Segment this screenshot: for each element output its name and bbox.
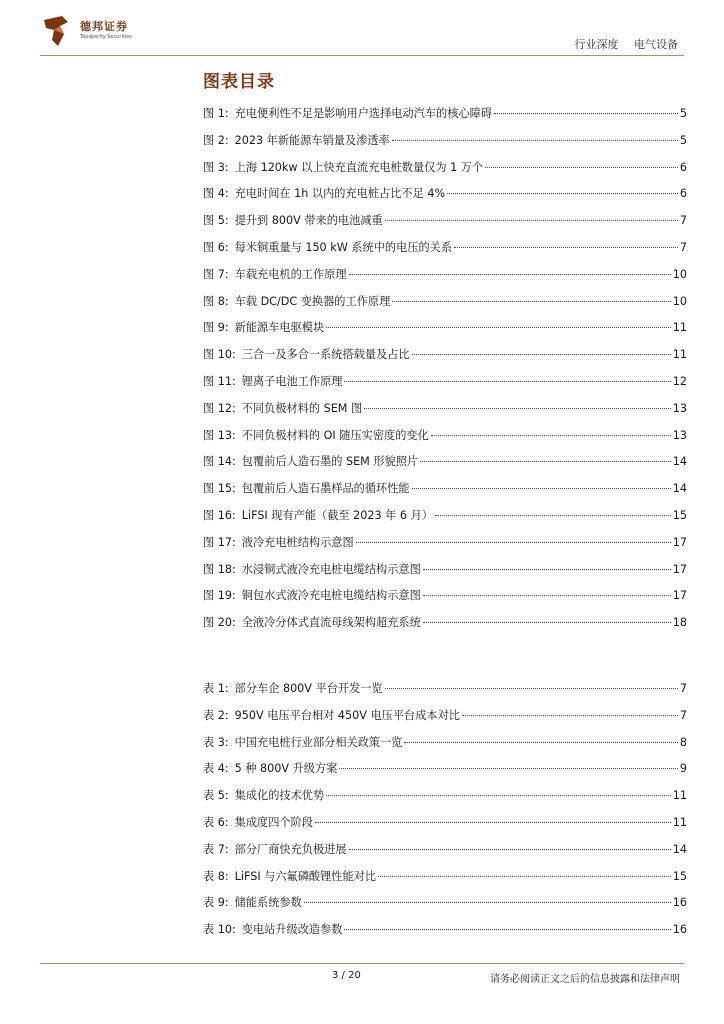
figure-entry-label: 图 17: (203, 535, 236, 549)
figure-entry-page: 5 (679, 107, 687, 120)
table-entry-title: 950V 电压平台相对 450V 电压平台成本对比 (234, 708, 460, 722)
table-entry-leader (326, 795, 671, 796)
figure-entry-title: 每米铜重量与 150 kW 系统中的电压的关系 (234, 240, 453, 254)
table-entry[interactable] (203, 921, 687, 948)
figure-entry-leader (431, 435, 671, 436)
figure-entry-title: 车载 DC/DC 变换器的工作原理 (234, 294, 391, 308)
table-entry-title: 集成化的技术优势 (234, 789, 325, 803)
figure-entry-label: 图 14: (203, 455, 236, 469)
figure-entry-leader (447, 193, 678, 194)
figure-entry-page: 12 (672, 374, 687, 388)
figure-entry-leader (423, 595, 671, 596)
figure-entry-leader (485, 167, 678, 168)
figure-entry-title: 水浸铜式液冷充电桩电缆结构示意图 (241, 562, 421, 576)
table-entry-title: 部分厂商快充负极进展 (234, 842, 347, 856)
figure-entry[interactable] (203, 293, 687, 320)
figure-entry[interactable] (203, 561, 687, 588)
figure-entry[interactable] (203, 105, 687, 132)
table-entry-page: 11 (672, 789, 687, 803)
figure-entry[interactable] (203, 185, 687, 212)
table-entry-title: 部分车企 800V 平台开发一览 (234, 682, 383, 695)
figure-entry-title: 全液冷分体式直流母线架构超充系统 (241, 616, 421, 630)
figure-entry-title: 上海 120kw 以上快充直流充电桩数量仅为 1 万个 (234, 160, 484, 174)
figure-entry[interactable] (203, 266, 687, 293)
figure-entry-label: 图 3: (203, 160, 229, 174)
table-entry-label: 表 7: (203, 842, 229, 856)
figure-entry-page: 18 (672, 616, 687, 630)
table-entry-label: 表 10: (203, 923, 236, 937)
table-entry[interactable] (203, 734, 687, 761)
header-divider (40, 55, 684, 56)
figure-entry-leader (423, 622, 671, 623)
figure-entry-label: 图 16: (203, 508, 236, 522)
figure-entry-leader (423, 569, 671, 570)
table-entry[interactable] (203, 787, 687, 814)
table-entry-title: 变电站升级改造参数 (241, 923, 343, 937)
figure-entry-title: 三合一及多合一系统搭载量及占比 (241, 348, 410, 362)
figure-entry-title: 充电时间在 1h 以内的充电桩占比不足 4% (234, 187, 446, 201)
figure-entry-page: 17 (672, 562, 687, 576)
figure-entry-page: 7 (679, 214, 687, 228)
table-entry-leader (304, 902, 671, 903)
figure-entry-label: 图 12: (203, 401, 236, 415)
table-entry-leader (344, 929, 670, 930)
figure-entry[interactable] (203, 534, 687, 561)
figure-entry-label: 图 19: (203, 589, 236, 603)
figure-entry[interactable] (203, 132, 687, 159)
figure-entry-page: 13 (672, 401, 687, 415)
footer-divider (40, 963, 684, 964)
brand-logo-icon (40, 14, 74, 48)
table-entry[interactable] (203, 841, 687, 868)
table-entry-leader (349, 849, 671, 850)
figure-entry-page: 6 (679, 187, 687, 201)
figure-entry[interactable] (203, 373, 687, 400)
figure-entry-title: 包覆前后人造石墨样品的循环性能 (241, 482, 410, 496)
figure-entry-leader (412, 354, 671, 355)
figure-entry[interactable] (203, 239, 687, 266)
figure-entry-title: 不同负极材料的 OI 随压实密度的变化 (241, 428, 429, 442)
figure-entry-leader (364, 408, 671, 409)
figure-entry-page: 17 (672, 535, 687, 549)
figure-entry-title: 2023 年新能源车销量及渗透率 (234, 133, 390, 147)
table-entry-leader (404, 742, 677, 743)
table-entry-title: LiFSI 与六氟磷酸锂性能对比 (234, 869, 377, 883)
figure-entry-page: 10 (672, 267, 687, 281)
figure-entry[interactable] (203, 427, 687, 454)
figure-entry[interactable] (203, 587, 687, 614)
brand-logo (40, 14, 170, 48)
figure-entry-leader (385, 220, 678, 221)
figure-entry-label: 图 9: (203, 321, 229, 335)
figure-entry-page: 11 (672, 348, 687, 362)
figure-entry-page: 17 (672, 589, 687, 603)
table-entry-label: 表 9: (203, 896, 229, 910)
figure-entry[interactable] (203, 212, 687, 239)
table-entry[interactable] (203, 760, 687, 787)
figure-entry-label: 图 6: (203, 240, 229, 254)
figure-entry-label: 图 10: (203, 348, 236, 362)
table-entry-title: 中国充电桩行业部分相关政策一览 (234, 735, 403, 749)
table-entry[interactable] (203, 707, 687, 734)
figure-list (203, 105, 687, 641)
figure-entry-page: 14 (672, 455, 687, 469)
figure-entry[interactable] (203, 507, 687, 534)
figure-entry-page: 14 (672, 482, 687, 496)
figure-entry[interactable] (203, 159, 687, 186)
table-entry-leader (385, 688, 678, 689)
table-entry-leader (339, 768, 678, 769)
table-entry-page: 14 (672, 842, 687, 856)
table-entry[interactable] (203, 868, 687, 895)
table-entry-title: 5 种 800V 升级方案 (234, 762, 338, 776)
table-entry-label: 表 8: (203, 869, 229, 883)
table-entry-label: 表 2: (203, 708, 229, 722)
report-type: 行业深度 (574, 38, 619, 51)
figure-entry-title: LiFSI 现有产能（截至 2023 年 6 月） (241, 508, 433, 522)
table-entry-label: 表 4: (203, 762, 229, 776)
figure-entry-label: 图 15: (203, 482, 236, 496)
figure-entry-label: 图 8: (203, 294, 229, 308)
table-entry-label: 表 1: (203, 682, 229, 695)
figure-entry-page: 13 (672, 428, 687, 442)
table-entry-leader (315, 822, 671, 823)
table-list (203, 680, 687, 948)
table-entry-title: 集成度四个阶段 (234, 815, 313, 829)
figure-entry-title: 充电便利性不足是影响用户选择电动汽车的核心障碍 (234, 107, 492, 120)
table-entry-label: 表 5: (203, 789, 229, 803)
figure-entry-title: 铜包水式液冷充电桩电缆结构示意图 (241, 589, 421, 603)
figure-entry[interactable] (203, 346, 687, 373)
legal-disclaimer[interactable]: 请务必阅读正文之后的信息披露和法律声明 (490, 974, 680, 985)
figure-entry-leader (420, 461, 671, 462)
figure-entry-title: 车载充电机的工作原理 (234, 267, 347, 281)
table-entry-page: 16 (672, 896, 687, 910)
brand-name-cn: 德邦证券 (80, 20, 128, 33)
figure-entry-title: 液冷充电桩结构示意图 (241, 535, 354, 549)
figure-entry-title: 锂离子电池工作原理 (241, 374, 343, 388)
figure-entry-label: 图 11: (203, 374, 236, 388)
table-entry-label: 表 6: (203, 815, 229, 829)
figure-entry-leader (349, 274, 671, 275)
report-category (575, 36, 679, 52)
brand-name-en: Topsperity Securities (80, 34, 132, 40)
figure-entry[interactable] (203, 319, 687, 346)
table-entry[interactable] (203, 814, 687, 841)
figure-entry-label: 图 4: (203, 187, 229, 201)
table-entry-leader (462, 715, 678, 716)
figure-entry-page: 6 (679, 160, 687, 174)
figure-entry-label: 图 20: (203, 616, 236, 630)
figure-entry-label: 图 13: (203, 428, 236, 442)
figure-entry-leader (412, 488, 671, 489)
figure-entry-label: 图 1: (203, 107, 229, 120)
page-number: 3 / 20 (332, 970, 361, 981)
figure-entry-leader (392, 140, 678, 141)
table-entry-page: 9 (679, 762, 687, 776)
table-entry[interactable] (203, 680, 687, 707)
table-entry-title: 储能系统参数 (234, 896, 302, 910)
toc-heading: 图表目录 (203, 72, 275, 92)
figure-entry-label: 图 7: (203, 267, 229, 281)
figure-entry[interactable] (203, 453, 687, 480)
table-entry-page: 8 (679, 735, 687, 749)
figure-entry-leader (326, 327, 671, 328)
figure-entry-leader (454, 247, 678, 248)
figure-entry[interactable] (203, 480, 687, 507)
figure-entry-page: 15 (672, 508, 687, 522)
figure-entry-leader (356, 542, 671, 543)
table-entry-label: 表 3: (203, 735, 229, 749)
table-entry-page: 7 (679, 708, 687, 722)
figure-entry-page: 5 (679, 133, 687, 147)
figure-entry-page: 10 (672, 294, 687, 308)
figure-entry[interactable] (203, 614, 687, 641)
sector-name: 电气设备 (634, 38, 678, 51)
figure-entry-label: 图 5: (203, 214, 229, 228)
figure-entry-label: 图 18: (203, 562, 236, 576)
figure-entry-leader (435, 515, 671, 516)
figure-entry-label: 图 2: (203, 133, 229, 147)
figure-entry[interactable] (203, 400, 687, 427)
figure-entry-leader (494, 113, 678, 114)
figure-entry-page: 11 (672, 321, 687, 335)
figure-entry-title: 包覆前后人造石墨的 SEM 形貌照片 (241, 455, 419, 469)
figure-entry-title: 新能源车电驱模块 (234, 321, 325, 335)
table-entry-page: 16 (672, 923, 687, 937)
figure-entry-page: 7 (679, 240, 687, 254)
figure-entry-title: 不同负极材料的 SEM 图 (241, 401, 363, 415)
table-entry-page: 11 (672, 815, 687, 829)
table-entry-page: 15 (672, 869, 687, 883)
table-entry-leader (378, 876, 671, 877)
figure-entry-title: 提升到 800V 带来的电池减重 (234, 214, 383, 228)
figure-entry-leader (392, 301, 670, 302)
table-entry-page: 7 (679, 682, 687, 695)
table-entry[interactable] (203, 894, 687, 921)
figure-entry-leader (344, 381, 670, 382)
